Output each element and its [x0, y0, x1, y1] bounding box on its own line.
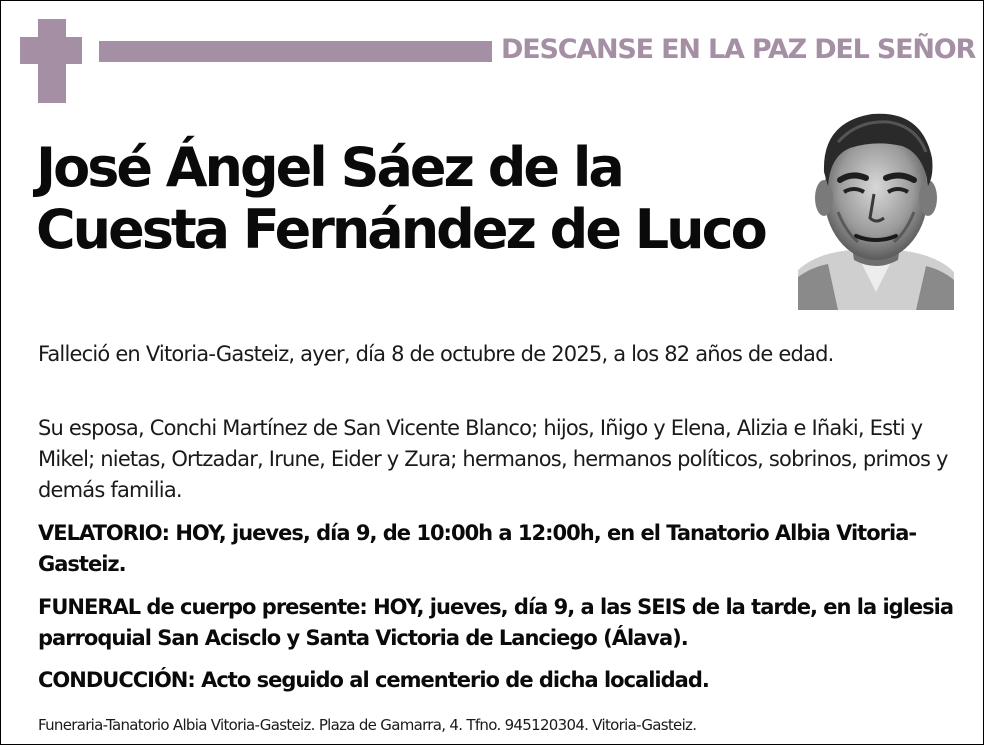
deceased-name: [36, 137, 796, 261]
death-notice-paragraph: Falleció en Vitoria-Gasteiz, ayer, día 8 de octubre de 2025, a los 82 años de edad.: [38, 342, 834, 366]
deceased-name-line2: Cuesta Fernández de Luco: [36, 198, 765, 261]
family-paragraph: Su esposa, Conchi Martínez de San Vicente Blanco; hijos, Iñigo y Elena, Alizia e Iñaki, Esti y Mikel; nietas, Ortzadar, Irune, Eider y Zura; hermanos, hermanos políticos, sobrinos, primos y demás familia.: [38, 416, 948, 502]
header-tagline: DESCANSE EN LA PAZ DEL SEÑOR: [501, 34, 976, 65]
portrait-photo: [798, 102, 954, 310]
funeral-paragraph: FUNERAL de cuerpo presente: HOY, jueves, día 9, a las SEIS de la tarde, en la iglesia parroquial San Acisclo y Santa Victoria de Lanciego (Álava).: [38, 595, 954, 650]
header-rule: [99, 41, 492, 62]
procession-paragraph: CONDUCCIÓN: Acto seguido al cementerio de dicha localidad.: [38, 668, 709, 692]
cross-icon-horizontal: [20, 37, 82, 64]
deceased-name-line1: José Ángel Sáez de la: [36, 136, 622, 199]
wake-paragraph: VELATORIO: HOY, jueves, día 9, de 10:00h a 12:00h, en el Tanatorio Albia Vitoria-Gasteiz.: [38, 521, 917, 576]
funeral-home-footer: Funeraria-Tanatorio Albia Vitoria-Gasteiz. Plaza de Gamarra, 4. Tfno. 945120304. Vitoria-Gasteiz.: [38, 716, 697, 734]
